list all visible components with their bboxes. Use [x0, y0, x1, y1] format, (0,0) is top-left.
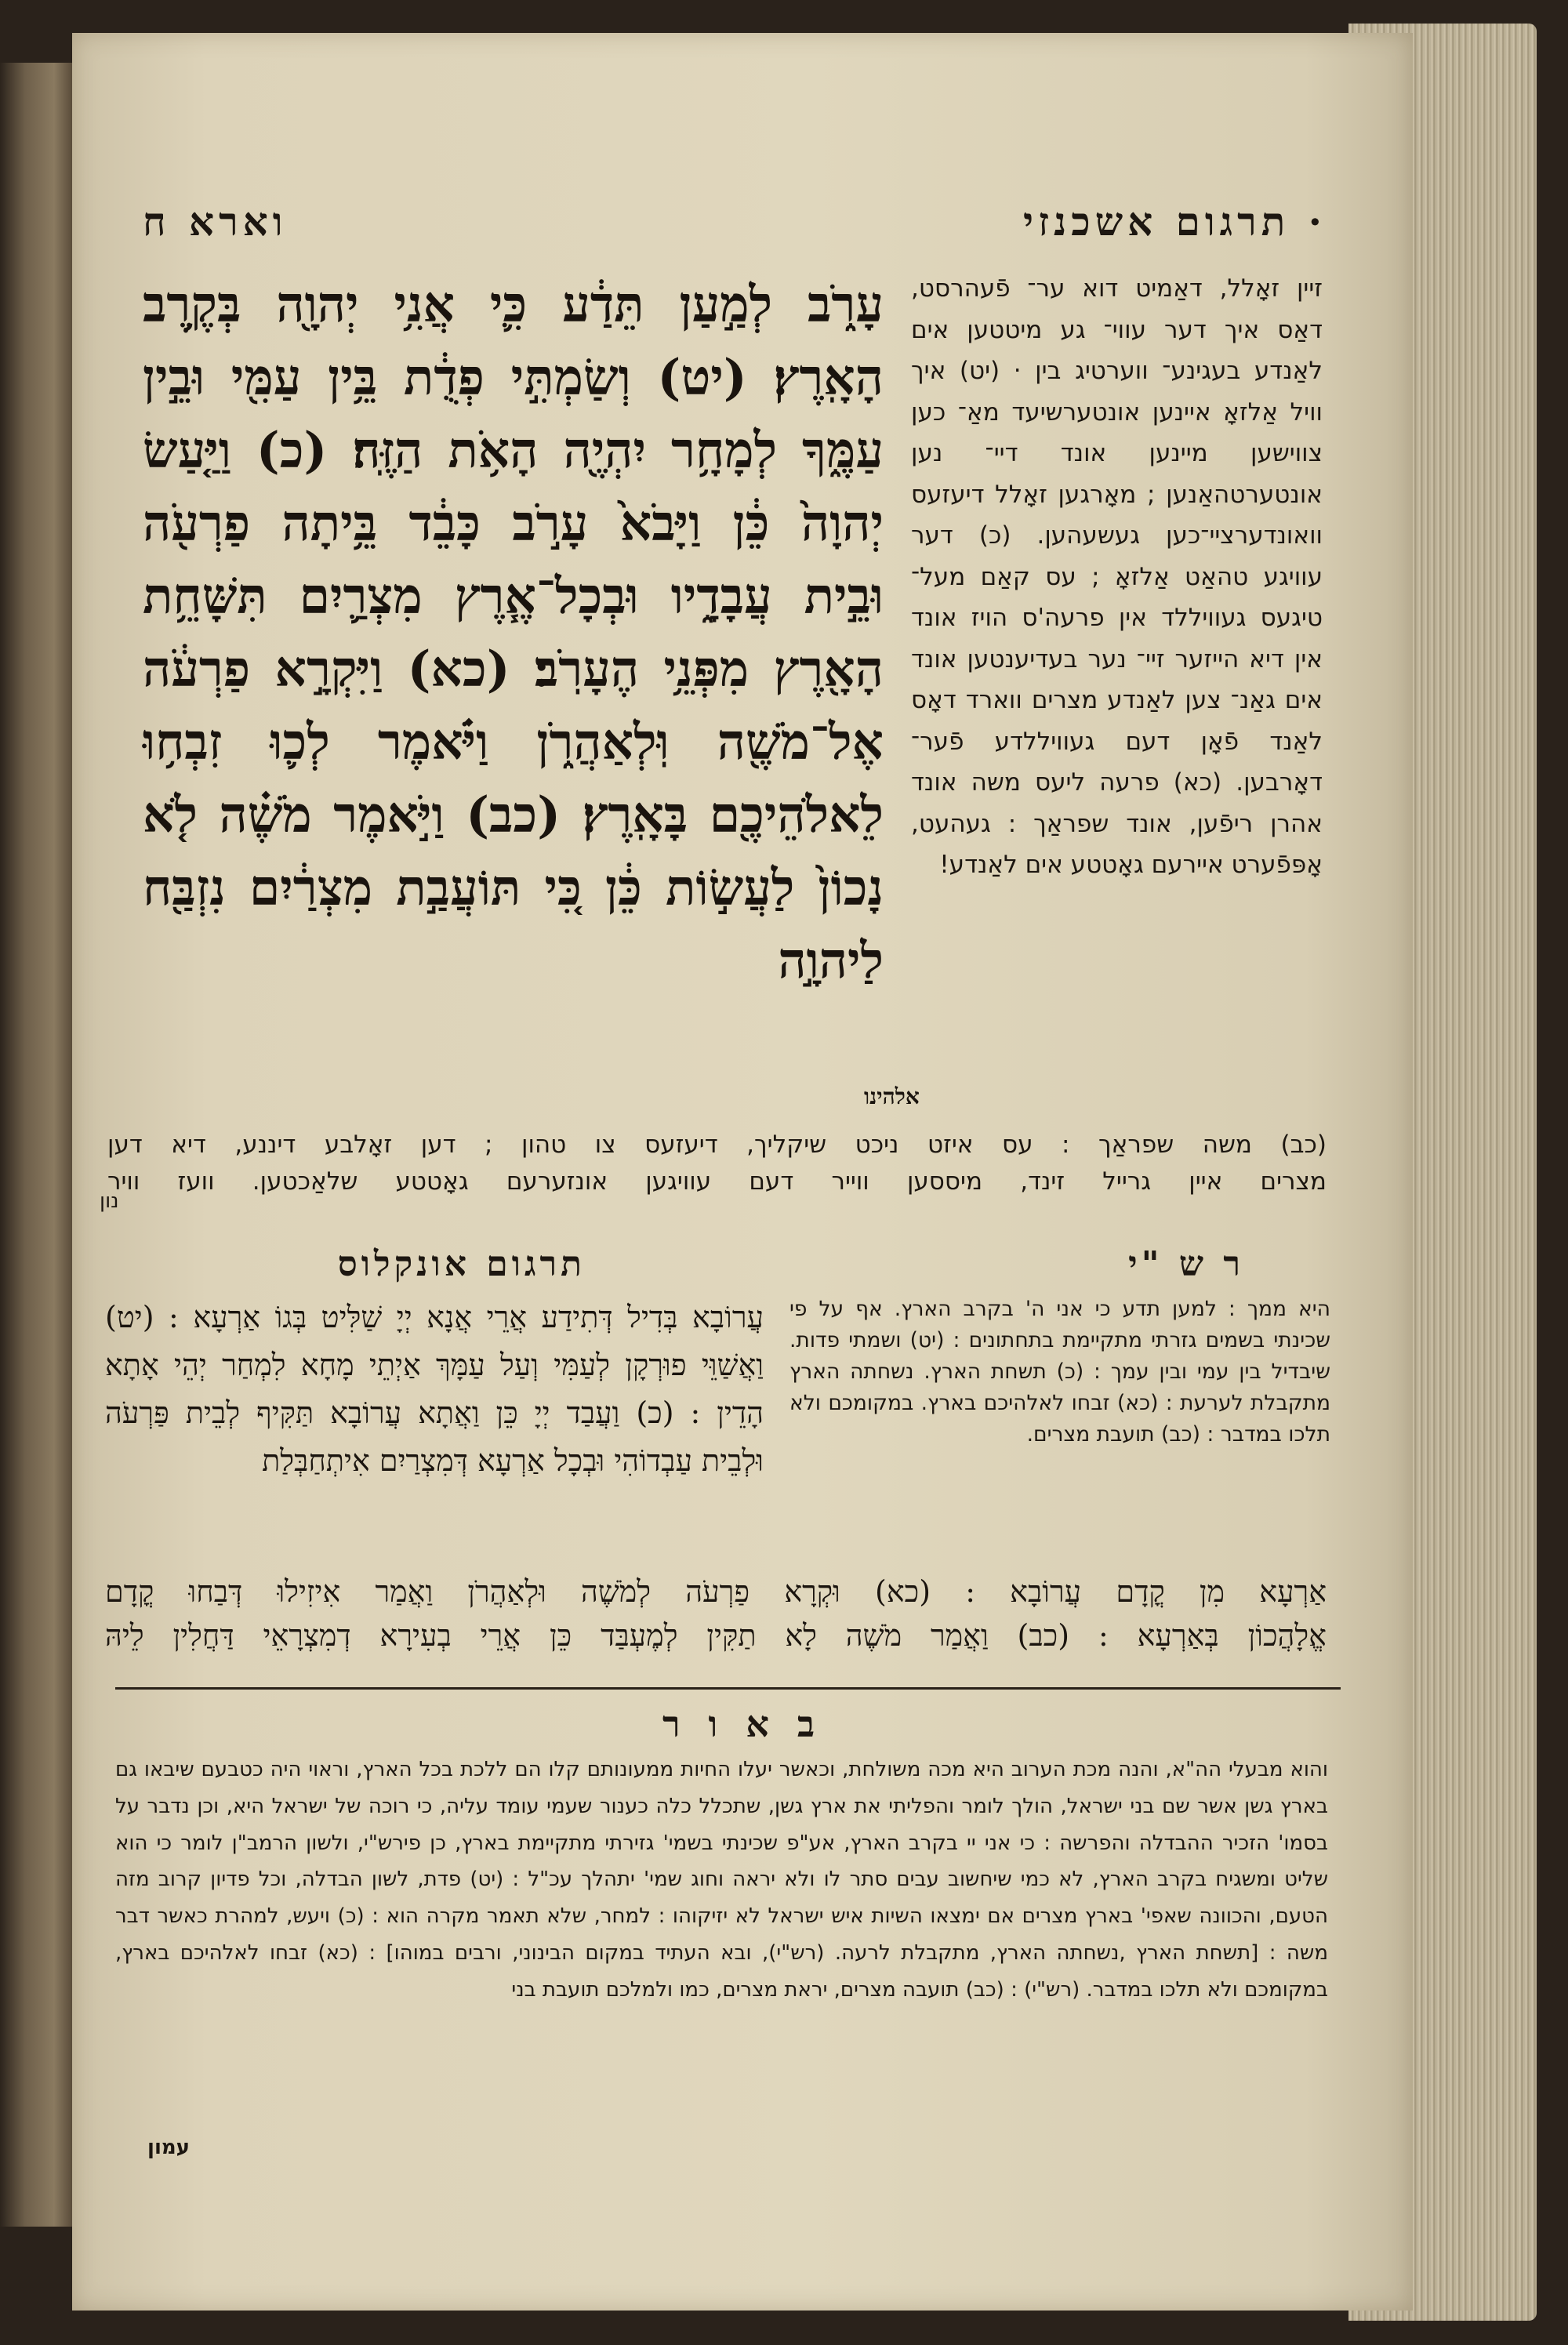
rashi-heading: ר ש "י — [1128, 1244, 1244, 1284]
section-divider — [115, 1687, 1341, 1690]
onkelos-heading: תרגום אונקלוס — [337, 1244, 586, 1284]
header-parasha: וארא ח — [143, 198, 288, 245]
yiddish-full-line-1: (כב) משה שפראַך : עס איזט ניכט שיקליך, דיעזעס צו טהון ; דען זאָלבע דיננע, דיא דען — [107, 1131, 1327, 1159]
onkelos-full-line-2: אֱלָהֲכוֹן בְּאַרְעָא : (כב) וַאֲמַר מֹשֶׁה לָא תַקִּין לְמֶעְבַּד כֵּן אֲרֵי בְעִירָא דְמִצְרָאֵי דַּחֲלִין לֵיהּ — [105, 1618, 1327, 1653]
yiddish-full-line-2: מצרים איין גרייל זינד, מיססען ווייר דעם עוויגען אונזערעם גאָטטע שלאַכטען. וועז וויר — [107, 1167, 1327, 1196]
onkelos-full-line-1: אַרְעָא מִן קֳדָם עֲרוֹבָא : (כא) וּקְרָא פַרְעֹה לְמֹשֶׁה וּלְאַהֲרֹן וַאֲמַר אִיזִילוּ דְּבַחוּ קֳדָם — [105, 1574, 1327, 1609]
onkelos-column: עֲרוֹבָא בְּדִיל דְּתִידַע אֲרֵי אֲנָא יְיָ שַׁלִּיט בְּגוֹ אַרְעָא : (יט) וַאֲשַׁוֵּי פוּרְקָן לְעַמִּי וְעַל עַמָּךְ אַיְתֵי מָחָא לִמְחַר יְהֵי אָתָא הָדֵין : (כ) וַעֲבַד יְיָ כֵּן וַאֲתָא עֲרוֹבָא תַּקִּיף לְבֵית פַּרְעֹה וּלְבֵית עַבְדוֹהִי וּבְכָל אַרְעָא דְּמִצְרַיִם אִיתְחַבְּלַת — [105, 1300, 764, 1478]
yiddish-catchword: נון — [100, 1189, 119, 1213]
page-header — [143, 186, 1327, 256]
yiddish-translation-column: זיין זאָלל, דאַמיט דוא ער־ פֿעהרסט, דאַס איך דער עווי־ גע מיטטען אים לאַנדע בעגינע־ ווערטיג בין · (יט) איך וויל אַלזאָ איינען אונטערשיעד מאַ־ כען צווישען מיינען אונד דיי־ נען אונטערטהאַנען ; מאָרגען זאָלל דיעזעס וואונדערציי־כען געשעהען. (כ) דער עוויגע טהאַט אַלזאָ ; עס קאַם מעל־ טיגעס געוויללד אין פרעה'ס הויז אונד אין דיא הייזער זיי־ נער בעדיענטען אונד אים גאַנ־ צען לאַנדע מצרים ווארד דאָס לאַנד פֿאָן דעם געוויללדע פֿער־ דאָרבען. (כא) פרעה ליעס משה אונד אהרן ריפֿען, אונד שפראַך : געהעט, אָפּפֿערט איירעם גאָטטע אים לאַנדע! — [911, 274, 1323, 879]
header-targum-ashkenazi: · תרגום אשכנזי — [1022, 198, 1327, 245]
book-page — [72, 33, 1413, 2311]
main-catchword: אלהינו — [864, 1084, 920, 1109]
biur-catchword: עמון — [147, 2136, 190, 2159]
previous-page-edge — [0, 63, 72, 2227]
biblical-text-column: עָרֹ֑ב לְמַ֣עַן תֵּדַ֔ע כִּ֛י אֲנִ֥י יְהוָ֖ה בְּקֶ֥רֶב הָאָֽרֶץ׃ (יט) וְשַׂמְתִּ֣י פְדֻ֔ת בֵּ֥ין עַמִּ֖י וּבֵ֣ין עַמֶּ֑ךָ לְמָחָ֥ר יִהְיֶ֖ה הָאֹ֥ת הַזֶּֽה׃ (כ) וַיַּ֤עַשׂ יְהוָה֙ כֵּ֔ן וַיָּבֹא֙ עָרֹ֣ב כָּבֵ֔ד בֵּ֥יתָה פַרְעֹ֖ה וּבֵ֣ית עֲבָדָ֑יו וּבְכָל־אֶ֧רֶץ מִצְרַ֛יִם תִּשָּׁחֵ֥ת הָאָ֖רֶץ מִפְּנֵ֥י הֶעָרֹֽב׃ (כא) וַיִּקְרָ֣א פַרְעֹ֔ה אֶל־מֹשֶׁ֖ה וּֽלְאַהֲרֹ֑ן וַיֹּ֗אמֶר לְכ֛וּ זִבְח֥וּ לֵאלֹהֵיכֶ֖ם בָּאָֽרֶץ׃ (כב) וַיֹּ֣אמֶר מֹשֶׁ֗ה לֹ֤א נָכוֹן֙ לַעֲשׂ֣וֹת כֵּ֔ן כִּ֚י תּוֹעֲבַ֣ת מִצְרַ֔יִם נִזְבַּ֖ח לַיהוָ֣ה — [143, 275, 884, 989]
rashi-commentary: היא ממך : למען תדע כי אני ה' בקרב הארץ. אף על פי שכינתי בשמים גזרתי מתקיימת בתחתונים : (יט) ושמתי פדות. שיבדיל בין עמי ובין עמך : (כ) תשחת הארץ. נשחתה הארץ מתקבלת לערעת : (כא) זבחו לאלהיכם בארץ. במקומכם ולא תלכו במדבר : (כב) תועבת מצרים. — [789, 1297, 1330, 1447]
biur-commentary: והוא מבעלי הה"א, והנה מכת הערוב היא מכה משולחת, וכאשר יעלו החיות ממעונותם קלו הם ללכת בכל הארץ, וראוי היה כטבעם שיבאו גם בארץ גשן אשר שם בני ישראל, הולך לומר והפליתי את ארץ גשן, שתכלל כלה כענור שעמי עומד עליה, כי רוכה של ישראל היא, וכן נדבר על בסמו' הזכיר ההבדלה והפרשה : כי אני יי בקרב הארץ, אע"פ שכינתי בשמי' גזירתי מתקיימת בארץ, כן פירש"י, ולשון הרמב"ן לומר כי הוא שליט ומשגיח בקרב הארץ, לא כמי שיחשוב עבים סתר לו ולא יראה וחוג שמי' יתהלך עכ"ל : (יט) פדת, לשון הבדלה, וכל פדיון קרוב מזה הטעם, והכוונה שאפי' בארץ מצרים אם ימצאו השיות איש ישראל לא יזיקוהו : למחר, שלא תאמר מקרה הוא : (כ) ויעש, למהרת כאשר דבר משה : [תשחת הארץ ,נשחתה הארץ, מתקבלת לרעה. (רש"י), ובא העתיד במקום הבינוני, ורבים במוהו] : (כא) זבחו לאלהיכם בארץ, במקומכם ולא תלכו במדבר. (רש"י) : (כב) תועבה מצרים, יראת מצרים, כמו ולמלכם תועבת בני — [115, 1758, 1328, 2002]
biur-heading: ב א ו ר — [662, 1703, 823, 1745]
